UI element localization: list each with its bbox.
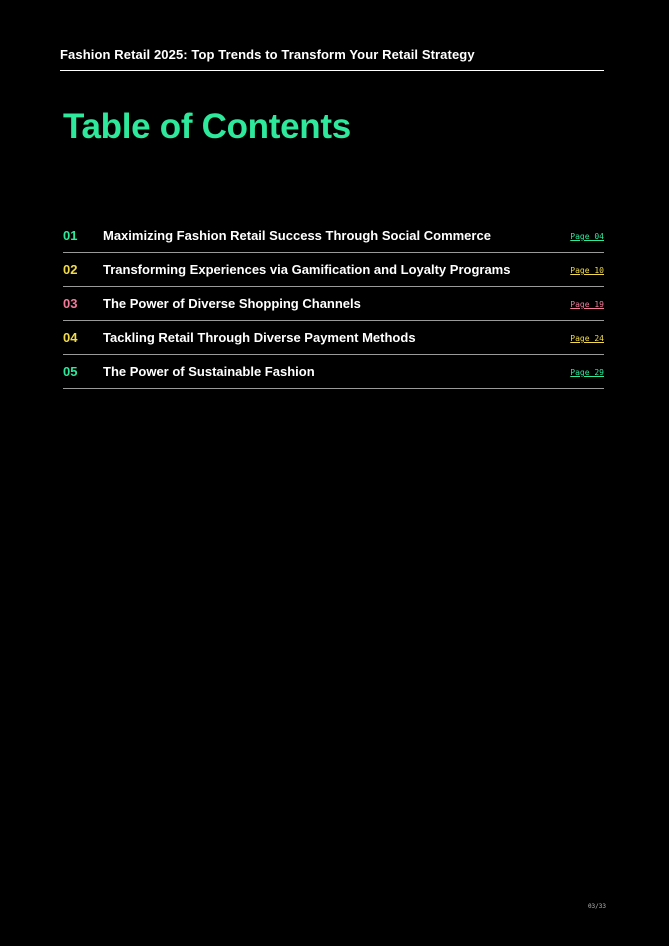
toc-entry-page-link[interactable]: Page 10 [570,266,604,275]
toc-entry [63,288,604,321]
toc-entry-number: 04 [63,330,78,345]
toc-entry-title: Tackling Retail Through Diverse Payment Methods [103,330,416,345]
toc-entry-title: The Power of Sustainable Fashion [103,364,315,379]
toc-entry-page-link[interactable]: Page 04 [570,232,604,241]
document-header-title: Fashion Retail 2025: Top Trends to Transform Your Retail Strategy [60,47,475,62]
toc-list [63,220,604,390]
toc-entry-number: 01 [63,228,78,243]
toc-entry-page-link[interactable]: Page 29 [570,368,604,377]
header-divider [60,70,604,71]
toc-entry-number: 05 [63,364,78,379]
toc-entry-title: The Power of Diverse Shopping Channels [103,296,361,311]
toc-entry-number: 03 [63,296,78,311]
toc-entry-number: 02 [63,262,78,277]
toc-heading: Table of Contents [63,107,351,146]
toc-entry-page-link[interactable]: Page 24 [570,334,604,343]
toc-entry-page-link[interactable]: Page 19 [570,300,604,309]
toc-entry-title: Transforming Experiences via Gamification and Loyalty Programs [103,262,511,277]
toc-entry-title: Maximizing Fashion Retail Success Through Social Commerce [103,228,491,243]
page-number: 03/33 [587,903,606,910]
toc-entry [63,254,604,287]
toc-entry [63,322,604,355]
toc-entry [63,220,604,253]
toc-entry [63,356,604,389]
